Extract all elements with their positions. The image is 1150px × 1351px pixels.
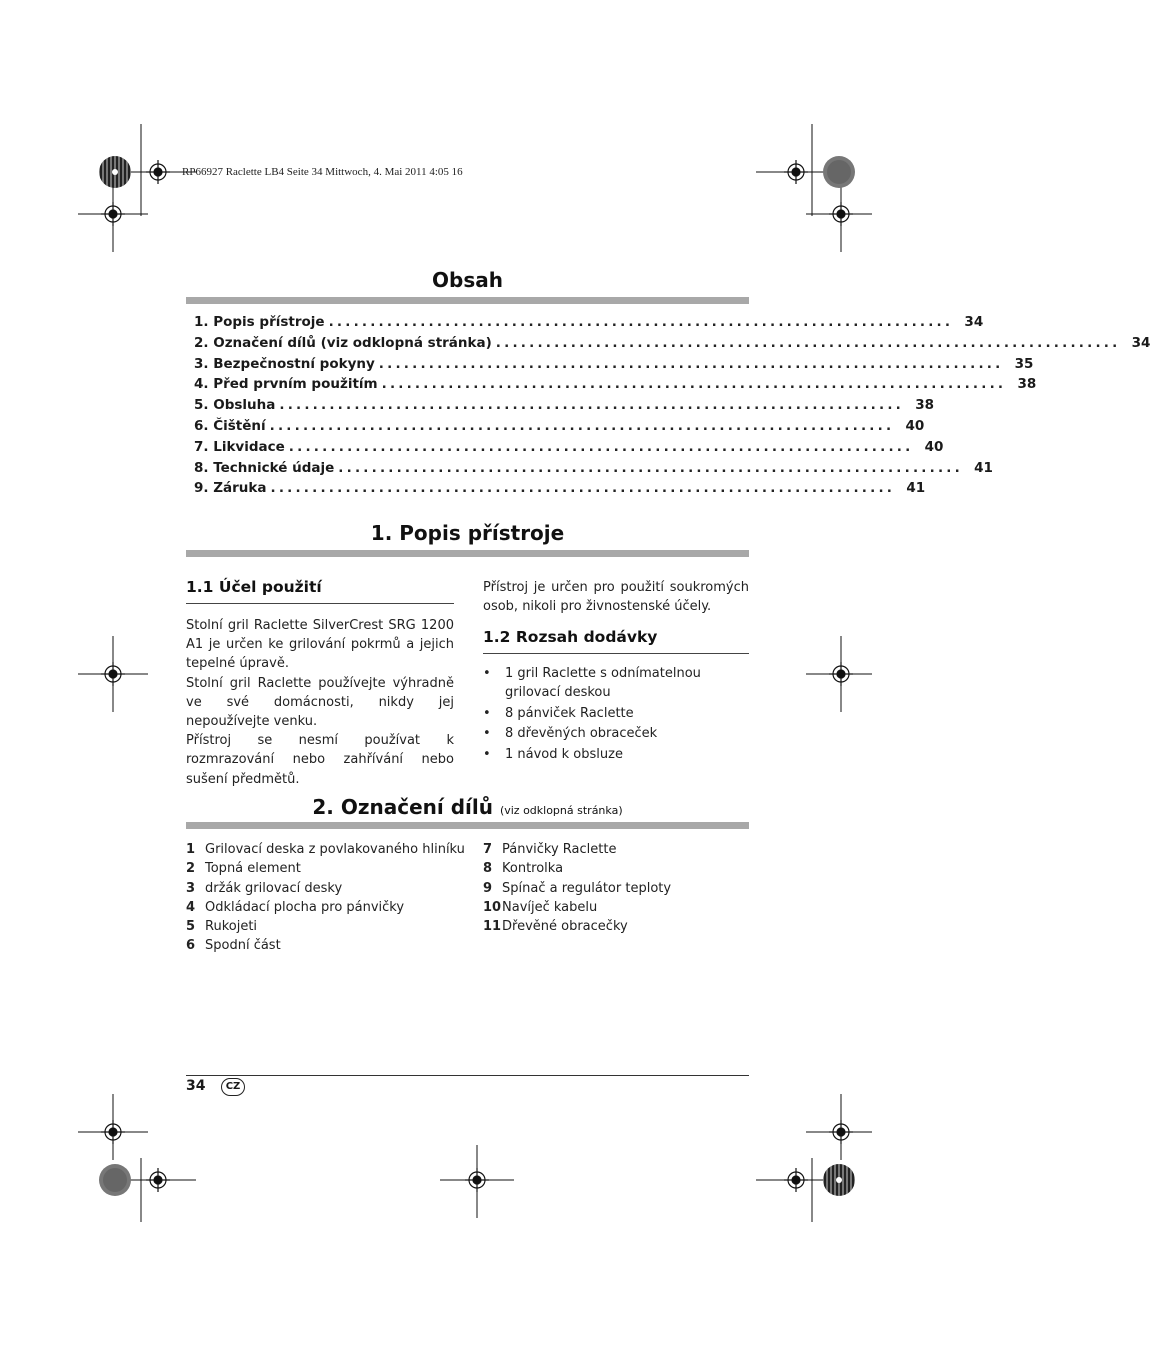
toc-entry-label: 8. Technické údaje — [194, 459, 335, 476]
part-number: 8 — [483, 861, 493, 877]
toc-leader: ........................................................................... — [381, 376, 1007, 393]
table-row — [186, 840, 465, 859]
toc-entry[interactable] — [194, 459, 993, 481]
toc-entry-label: 6. Čištění — [194, 417, 266, 434]
list-item — [483, 745, 753, 764]
list-item-text: 1 návod k obsluze — [505, 746, 623, 762]
part-label: Rukojeti — [205, 919, 258, 935]
section-2-title-bar — [186, 822, 749, 829]
part-label: Navíječ kabelu — [502, 899, 598, 915]
toc-entry[interactable] — [194, 376, 1037, 397]
paragraph: Přístroj se nesmí používat k rozmrazování nebo zahřívání nebo sušení předmětů. — [186, 733, 454, 787]
toc-leader: ........................................................................... — [270, 480, 896, 497]
table-row — [186, 859, 465, 878]
list-item — [483, 724, 753, 743]
toc-entry-label: 9. Záruka — [194, 480, 267, 497]
toc-entry-label: 5. Obsluha — [194, 397, 276, 414]
subsection-1-1-text — [186, 616, 454, 789]
section-2-title-note: (viz odklopná stránka) — [499, 804, 623, 817]
print-header: RP66927 Raclette LB4 Seite 34 Mittwoch, 4. Mai 2011 4:05 16 — [182, 166, 463, 178]
toc-leader: ........................................................................... — [378, 355, 1004, 372]
list-item-text: 8 dřevěných obraceček — [505, 726, 658, 742]
bullet: • — [483, 726, 491, 742]
paragraph: Stolní gril Raclette SilverCrest SRG 1200 A1 je určen ke grilování pokrmů a jejich tepelné úpravě. — [186, 618, 454, 672]
toc-entry-page: 38 — [915, 397, 934, 414]
subsection-1-1-rule — [186, 603, 454, 604]
parts-list-left — [186, 840, 465, 956]
paragraph: Přístroj je určen pro použití soukromých osob, nikoli pro živnostenské účely. — [483, 580, 749, 615]
toc-entry-page: 38 — [1017, 376, 1037, 393]
footer-rule — [186, 1075, 749, 1076]
part-number: 9 — [483, 880, 493, 896]
part-label: Odkládací plocha pro pánvičky — [205, 899, 405, 915]
toc-entry[interactable] — [194, 397, 934, 418]
part-number: 2 — [186, 861, 196, 877]
toc-entry-label: 1. Popis přístroje — [194, 314, 325, 330]
list-item-text: 1 gril Raclette s odnímatelnou grilovací deskou — [505, 666, 701, 701]
list-item-text: 8 pánviček Raclette — [505, 705, 634, 721]
section-1-title: 1. Popis přístroje — [370, 521, 565, 545]
table-row — [483, 917, 671, 936]
bullet: • — [483, 746, 491, 762]
part-label: držák grilovací desky — [205, 880, 343, 896]
toc-leader: ........................................................................... — [328, 314, 954, 330]
table-row — [483, 898, 671, 917]
list-item — [483, 664, 753, 702]
table-row — [186, 917, 465, 936]
part-label: Kontrolka — [502, 861, 564, 877]
toc-entry[interactable] — [194, 480, 926, 501]
part-label: Pánvičky Raclette — [502, 842, 617, 857]
part-number: 4 — [186, 899, 196, 915]
toc-entry-page: 35 — [1014, 355, 1034, 372]
toc-entry[interactable] — [194, 417, 925, 439]
delivery-list — [483, 664, 753, 766]
toc-entry-label: 3. Bezpečnostní pokyny — [194, 355, 375, 372]
table-row — [186, 898, 465, 917]
toc-entry-page: 41 — [906, 480, 926, 497]
section-2-title — [186, 795, 749, 819]
subsection-1-2-heading: 1.2 Rozsah dodávky — [483, 628, 658, 646]
toc-title: Obsah — [432, 268, 503, 292]
part-number: 3 — [186, 880, 196, 896]
toc-entry-page: 40 — [905, 417, 925, 434]
toc-entry-page: 34 — [1131, 334, 1150, 351]
subsection-1-1-heading: 1.1 Účel použití — [186, 578, 322, 596]
section-2-title-text: 2. Označení dílů — [312, 795, 493, 819]
toc-entry-label: 7. Likvidace — [194, 438, 285, 455]
toc-leader: ........................................................................... — [288, 438, 914, 455]
subsection-1-1-text-continued — [483, 578, 749, 616]
toc-entry-page: 41 — [974, 459, 993, 476]
toc-leader: ........................................................................... — [269, 417, 895, 434]
toc-title-bar — [186, 297, 749, 304]
toc-entry-page: 40 — [924, 438, 944, 455]
bullet: • — [483, 705, 491, 721]
table-of-contents — [194, 314, 1150, 501]
table-row — [186, 936, 465, 955]
bullet: • — [483, 666, 491, 681]
table-row — [483, 840, 671, 859]
part-number: 7 — [483, 842, 493, 857]
paragraph: Stolní gril Raclette používejte výhradně ve své domácnosti, nikdy jej nepoužívejte venku. — [186, 675, 454, 730]
table-row — [483, 859, 671, 878]
table-row — [186, 879, 465, 898]
toc-entry[interactable] — [194, 438, 944, 460]
toc-entry[interactable] — [194, 334, 1150, 356]
toc-entry-label: 4. Před prvním použitím — [194, 376, 378, 393]
part-label: Topná element — [205, 861, 301, 877]
part-number: 6 — [186, 938, 196, 954]
page-number: 34 — [186, 1078, 206, 1094]
toc-leader: ........................................................................... — [495, 334, 1121, 351]
part-label: Dřevěné obracečky — [502, 919, 628, 935]
subsection-1-2-rule — [483, 653, 749, 654]
list-item — [483, 704, 753, 723]
part-label: Spínač a regulátor teploty — [502, 880, 672, 896]
part-number: 1 — [186, 842, 196, 857]
toc-entry-page: 34 — [964, 314, 984, 330]
part-number: 10 — [483, 899, 502, 915]
country-badge: CZ — [221, 1078, 245, 1096]
toc-leader: ........................................................................... — [279, 397, 904, 414]
part-label: Grilovací deska z povlakovaného hliníku — [205, 842, 465, 857]
toc-entry[interactable] — [194, 314, 984, 335]
toc-entry[interactable] — [194, 355, 1034, 377]
part-number: 5 — [186, 919, 196, 935]
section-1-title-bar — [186, 550, 749, 557]
toc-leader: ........................................................................... — [338, 459, 963, 476]
part-label: Spodní část — [205, 938, 281, 954]
parts-list-right — [483, 840, 671, 936]
part-number: 11 — [483, 919, 502, 935]
table-row — [483, 879, 671, 898]
toc-entry-label: 2. Označení dílů (viz odklopná stránka) — [194, 334, 492, 351]
